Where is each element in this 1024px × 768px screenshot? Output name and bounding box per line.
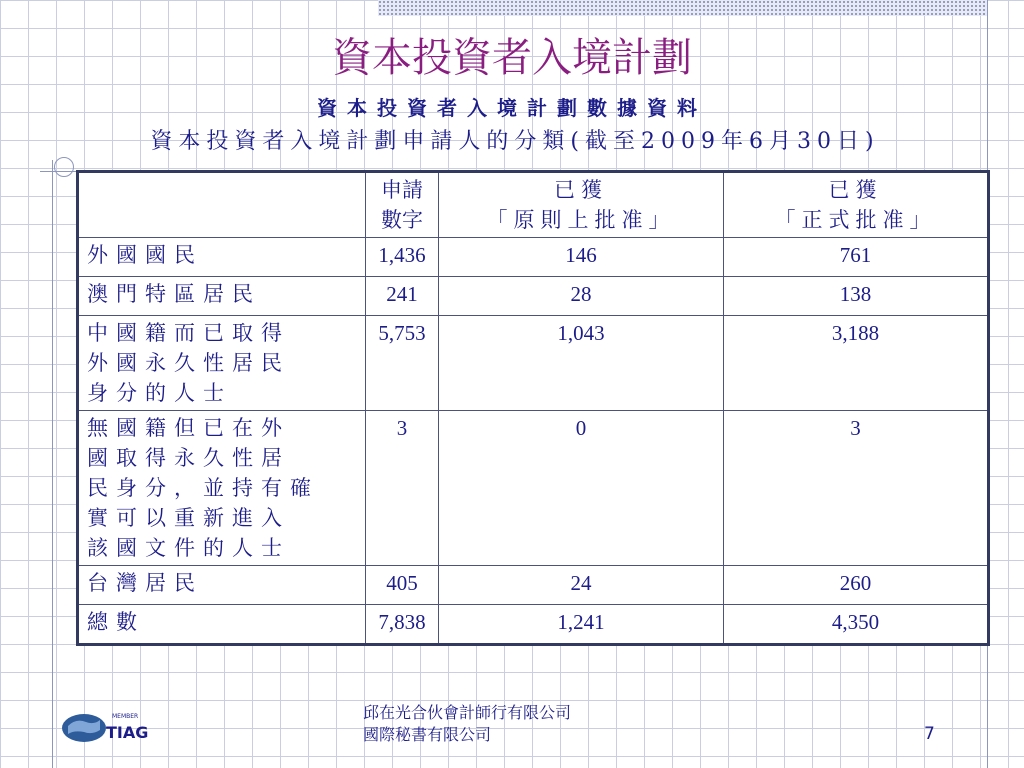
row-category-line: 外國永久性居民 [87,351,290,375]
row-formally-approved: 3 [724,411,989,566]
table-row [78,316,989,411]
row-category-line: 實可以重新進入 [87,506,290,530]
row-category: 總數 [78,605,366,645]
row-category-line: 身分的人士 [87,381,232,405]
data-table [76,170,990,646]
row-approved-in-principle: 1,241 [439,605,724,645]
row-approved-in-principle: 1,043 [439,316,724,411]
row-category-line: 國取得永久性居 [87,446,290,470]
page-number: 7 [924,724,935,744]
row-formally-approved: 761 [724,238,989,277]
row-category-line: 中國籍而已取得 [87,321,290,345]
row-category-line: 民身分，並持有確 [87,476,319,500]
row-approved-in-principle: 24 [439,566,724,605]
row-applications: 241 [366,277,439,316]
header-approved-in-principle-line2: 「原則上批准」 [486,208,676,232]
row-applications: 405 [366,566,439,605]
table-caption: 資本投資者入境計劃申請人的分類(截至2009年6月30日) [150,129,880,154]
row-category [78,411,366,566]
footer-company-line1: 邱在光合伙會計師行有限公司 [363,703,572,722]
header-formally-approved-line2: 「正式批准」 [774,208,937,232]
table-row [78,411,989,566]
header-category [78,172,366,238]
table-row [78,566,989,605]
row-applications: 1,436 [366,238,439,277]
row-category: 台灣居民 [78,566,366,605]
header-approved-in-principle [439,172,724,238]
footer-company [363,702,571,746]
row-category-line: 無國籍但已在外 [87,416,290,440]
row-category-line: 該國文件的人士 [87,536,290,560]
table-row-total [78,605,989,645]
header-applications-line2: 數字 [381,208,423,232]
row-approved-in-principle: 28 [439,277,724,316]
left-rule-line [52,160,53,768]
logo-text: TIAG [106,723,149,742]
row-applications: 3 [366,411,439,566]
page-title: 資本投資者入境計劃 [332,35,692,81]
row-category: 澳門特區居民 [78,277,366,316]
header-formally-approved-line1: 已獲 [828,178,883,202]
top-dotted-band [378,0,988,16]
row-formally-approved: 260 [724,566,989,605]
footer-company-line2: 國際秘書有限公司 [363,725,492,744]
table-row [78,238,989,277]
row-formally-approved: 3,188 [724,316,989,411]
table-header-row [78,172,989,238]
page-subtitle: 資本投資者入境計劃數據資料 [317,96,707,120]
header-applications-line1: 申請 [381,178,423,202]
header-approved-in-principle-line1: 已獲 [554,178,608,202]
row-applications: 7,838 [366,605,439,645]
row-category: 外國國民 [78,238,366,277]
logo-badge: MEMBER [112,713,139,720]
header-formally-approved [724,172,989,238]
row-formally-approved: 4,350 [724,605,989,645]
row-category [78,316,366,411]
header-applications [366,172,439,238]
tiag-logo [56,708,156,748]
row-formally-approved: 138 [724,277,989,316]
circle-ornament [54,157,74,177]
row-applications: 5,753 [366,316,439,411]
table-row [78,277,989,316]
row-approved-in-principle: 0 [439,411,724,566]
row-approved-in-principle: 146 [439,238,724,277]
